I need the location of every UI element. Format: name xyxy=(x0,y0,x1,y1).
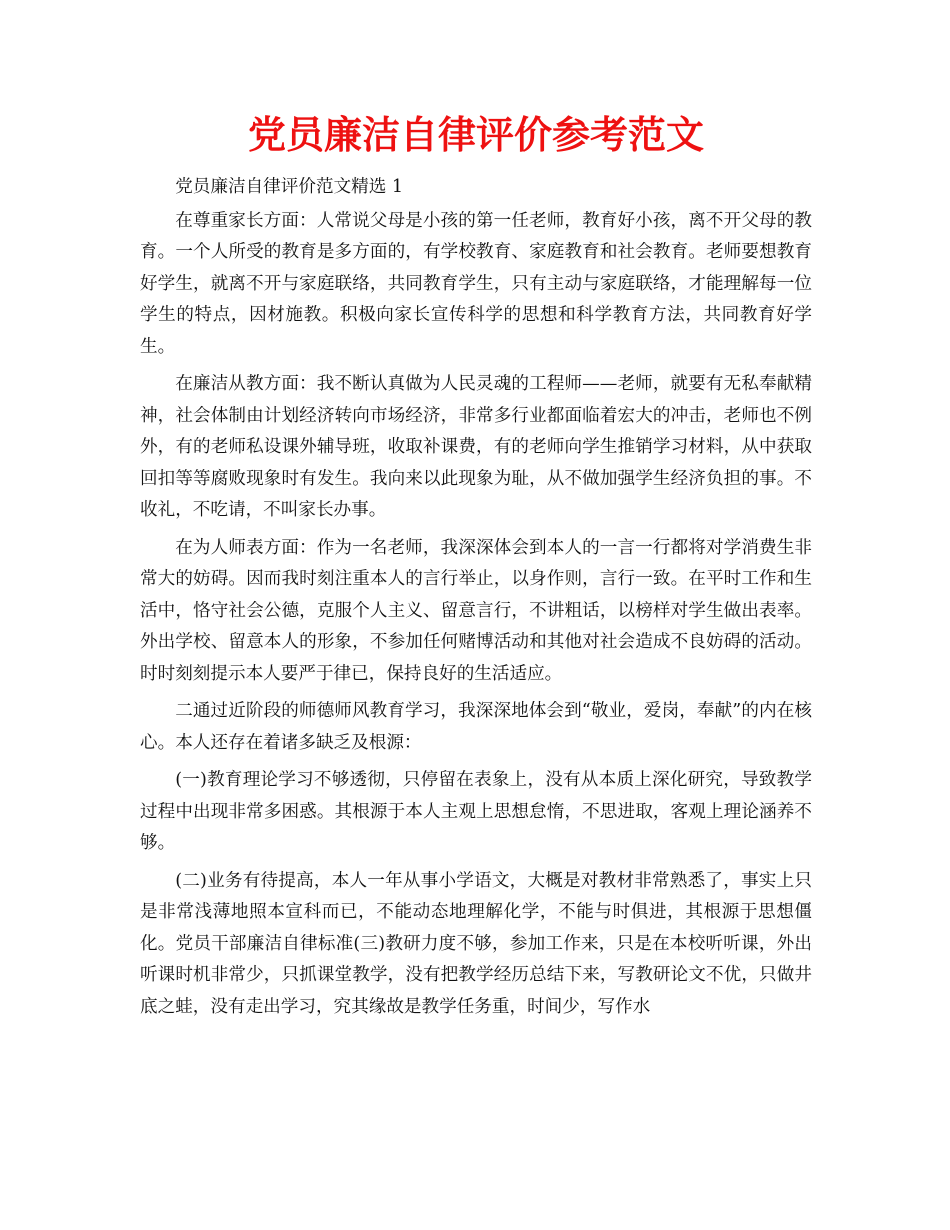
document-title: 党员廉洁自律评价参考范文 xyxy=(247,113,704,157)
paragraph-business-improvement: (二)业务有待提高，本人一年从事小学语文，大概是对教材非常熟悉了，事实上只是非常浅薄地照本宣科而已，不能动态地理解化学，不能与时俱进，其根源于思想僵化。党员干部廉洁自律标准(三)教研力度不够，参加工作来，只是在本校听听课，外出听课时机非常少，只抓课堂教学，没有把教学经历总结下来，写教研论文不优，只做井底之蛙，没有走出学习，究其缘故是教学任务重，时间少，写作水 xyxy=(140,870,812,1017)
paragraph-theory-study: (一)教育理论学习不够透彻，只停留在表象上，没有从本质上深化研究，导致教学过程中出现非常多困惑。其根源于本人主观上思想怠惰，不思进取，客观上理论涵养不够。 xyxy=(140,770,812,853)
paragraph-respect-parents: 在尊重家长方面：人常说父母是小孩的第一任老师，教育好小孩，离不开父母的教育。一个人所受的教育是多方面的，有学校教育、家庭教育和社会教育。老师要想教育好学生，就离不开与家庭联络，共同教育学生，只有主动与家庭联络，才能理解每一位学生的特点，因材施教。积极向家长宣传科学的思想和科学教育方法，共同教育好学生。 xyxy=(140,210,812,357)
paragraph-shortcomings-intro: 二通过近阶段的师德师风教育学习，我深深地体会到“敬业，爱岗，奉献”的内在核心。本人还存在着诸多缺乏及根源： xyxy=(140,701,812,753)
document-page xyxy=(140,112,812,1029)
document-subtitle: 党员廉洁自律评价范文精选 1 xyxy=(175,177,404,197)
paragraph-role-model: 在为人师表方面：作为一名老师，我深深体会到本人的一言一行都将对学消费生非常大的妨碍。因而我时刻注重本人的言行举止，以身作则，言行一致。在平时工作和生活中，恪守社会公德，克服个人主义、留意言行，不讲粗话，以榜样对学生做出表率。外出学校、留意本人的形象，不参加任何赌博活动和其他对社会造成不良妨碍的活动。时时刻刻提示本人要严于律已，保持良好的生活适应。 xyxy=(140,537,812,684)
paragraph-clean-teaching: 在廉洁从教方面：我不断认真做为人民灵魂的工程师——老师，就要有无私奉献精神，社会体制由计划经济转向市场经济，非常多行业都面临着宏大的冲击，老师也不例外，有的老师私设课外辅导班，收取补课费，有的老师向学生推销学习材料，从中获取回扣等等腐败现象时有发生。我向来以此现象为耻，从不做加强学生经济负担的事。不收礼，不吃请，不叫家长办事。 xyxy=(140,374,812,520)
